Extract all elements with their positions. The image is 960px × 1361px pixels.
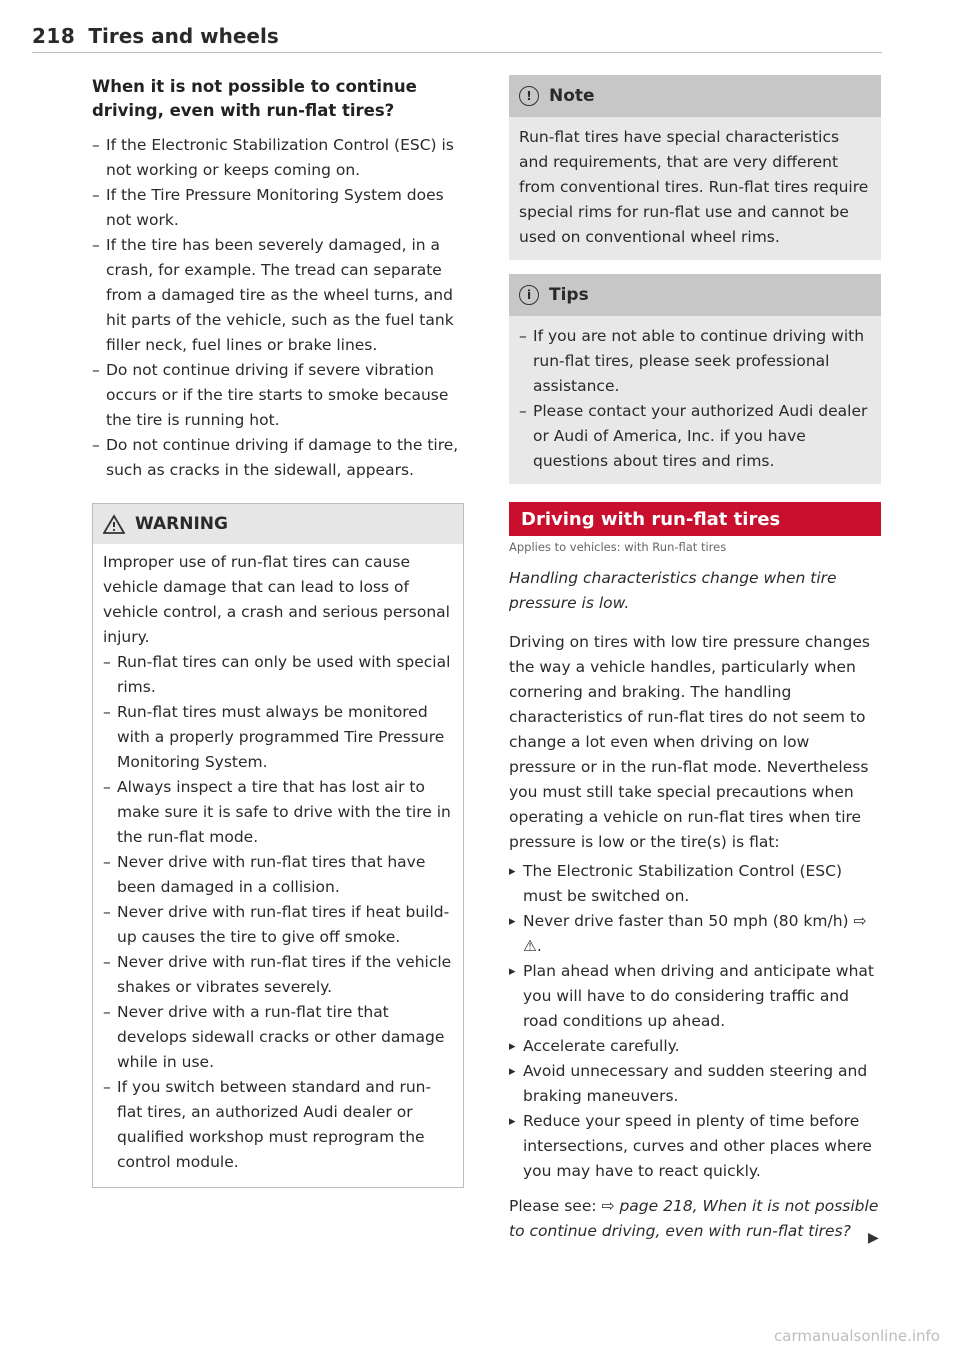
list-item: – Never drive with run-flat tires if heat build-up causes the tire to give off smoke.: [103, 900, 453, 950]
note-header: [509, 75, 881, 117]
right-column: [509, 75, 881, 1244]
list-item: ▸ Reduce your speed in plenty of time before intersections, curves and other places where you may have to react quickly.: [509, 1109, 881, 1184]
instruction-list: [509, 859, 881, 1184]
list-item: ▸ Plan ahead when driving and anticipate what you will have to do considering traffic and road conditions up ahead.: [509, 959, 881, 1034]
note-text: Run-flat tires have special characteristics and requirements, that are very different from conventional tires. Run-flat tires require special rims for run-flat use and cannot be used on conventional wheel rims.: [519, 128, 869, 246]
list-item: – Do not continue driving if severe vibration occurs or if the tire starts to smoke because the tire is running hot.: [92, 358, 464, 433]
list-item: – Do not continue driving if damage to the tire, such as cracks in the sidewall, appears.: [92, 433, 464, 483]
page-header: [32, 24, 882, 52]
applies-to-text: Applies to vehicles: with Run-flat tires: [509, 540, 727, 554]
tips-box: [509, 274, 881, 484]
list-item: – Never drive with run-flat tires that have been damaged in a collision.: [103, 850, 453, 900]
list-item: – Never drive with a run-flat tire that develops sidewall cracks or other damage while in use.: [103, 1000, 453, 1075]
watermark: carmanualsonline.info: [774, 1327, 940, 1345]
list-item: – Run-flat tires can only be used with special rims.: [103, 650, 453, 700]
list-item: ▸ Avoid unnecessary and sudden steering and braking maneuvers.: [509, 1059, 881, 1109]
exclamation-circle-icon: !: [519, 86, 539, 106]
list-item: – Always inspect a tire that has lost air to make sure it is safe to drive with the tire in the run-flat mode.: [103, 775, 453, 850]
list-item: – If you are not able to continue driving with run-flat tires, please seek professional assistance.: [519, 324, 869, 399]
list-item: ▸ Never drive faster than 50 mph (80 km/h) ⇨ ⚠.: [509, 909, 881, 959]
list-item: – If the Electronic Stabilization Control (ESC) is not working or keeps coming on.: [92, 133, 464, 183]
lead-text: Handling characteristics change when tire pressure is low.: [509, 569, 837, 612]
list-item: – Please contact your authorized Audi dealer or Audi of America, Inc. if you have questions about tires and rims.: [519, 399, 869, 474]
page-reference-link[interactable]: ⇨ page 218, When it is not possible to continue driving, even with run-flat tires?: [509, 1197, 879, 1240]
info-circle-icon: i: [519, 285, 539, 305]
note-box: [509, 75, 881, 260]
tips-list: [519, 324, 869, 474]
warning-title: WARNING: [135, 513, 228, 534]
tips-header: [509, 274, 881, 316]
page-number: 218: [32, 24, 76, 48]
continue-arrow-icon: ▶: [868, 1230, 879, 1246]
header-divider: [32, 52, 882, 53]
list-item: ▸ The Electronic Stabilization Control (ESC) must be switched on.: [509, 859, 881, 909]
condition-list: [92, 133, 464, 483]
list-item: – If the tire has been severely damaged, in a crash, for example. The tread can separate from a damaged tire as the wheel turns, and hit parts of the vehicle, such as the fuel tank filler neck, fuel lines or brake lines.: [92, 233, 464, 358]
see-prefix: Please see:: [509, 1197, 597, 1215]
list-item: ▸ Accelerate carefully.: [509, 1034, 881, 1059]
tips-title: Tips: [549, 284, 589, 305]
list-item: – Never drive with run-flat tires if the vehicle shakes or vibrates severely.: [103, 950, 453, 1000]
warning-header: [93, 504, 463, 544]
section-name: Tires and wheels: [88, 24, 279, 48]
list-item: – Run-flat tires must always be monitored with a properly programmed Tire Pressure Monitoring System.: [103, 700, 453, 775]
cross-reference: [509, 1194, 881, 1244]
left-column: [92, 75, 464, 1188]
warning-box: [92, 503, 464, 1188]
list-item: – If the Tire Pressure Monitoring System does not work.: [92, 183, 464, 233]
section-title-bar: Driving with run-flat tires: [509, 502, 881, 536]
note-title: Note: [549, 85, 595, 106]
list-item: – If you switch between standard and run-flat tires, an authorized Audi dealer or qualified workshop must reprogram the control module.: [103, 1075, 453, 1175]
warning-triangle-icon: [103, 514, 125, 534]
section-heading: When it is not possible to continue driving, even with run-flat tires?: [92, 77, 417, 120]
warning-list: [103, 650, 453, 1175]
warning-intro: Improper use of run-flat tires can cause vehicle damage that can lead to loss of vehicle control, a crash and serious personal injury.: [103, 553, 450, 646]
body-text: Driving on tires with low tire pressure changes the way a vehicle handles, particularly when cornering and braking. The handling characteristics of run-flat tires do not seem to change a lot even when driving on low pressure or in the run-flat mode. Nevertheless you must still take special precautions when operating a vehicle on run-flat tires when tire pressure is low or the tire(s) is flat:: [509, 633, 870, 851]
